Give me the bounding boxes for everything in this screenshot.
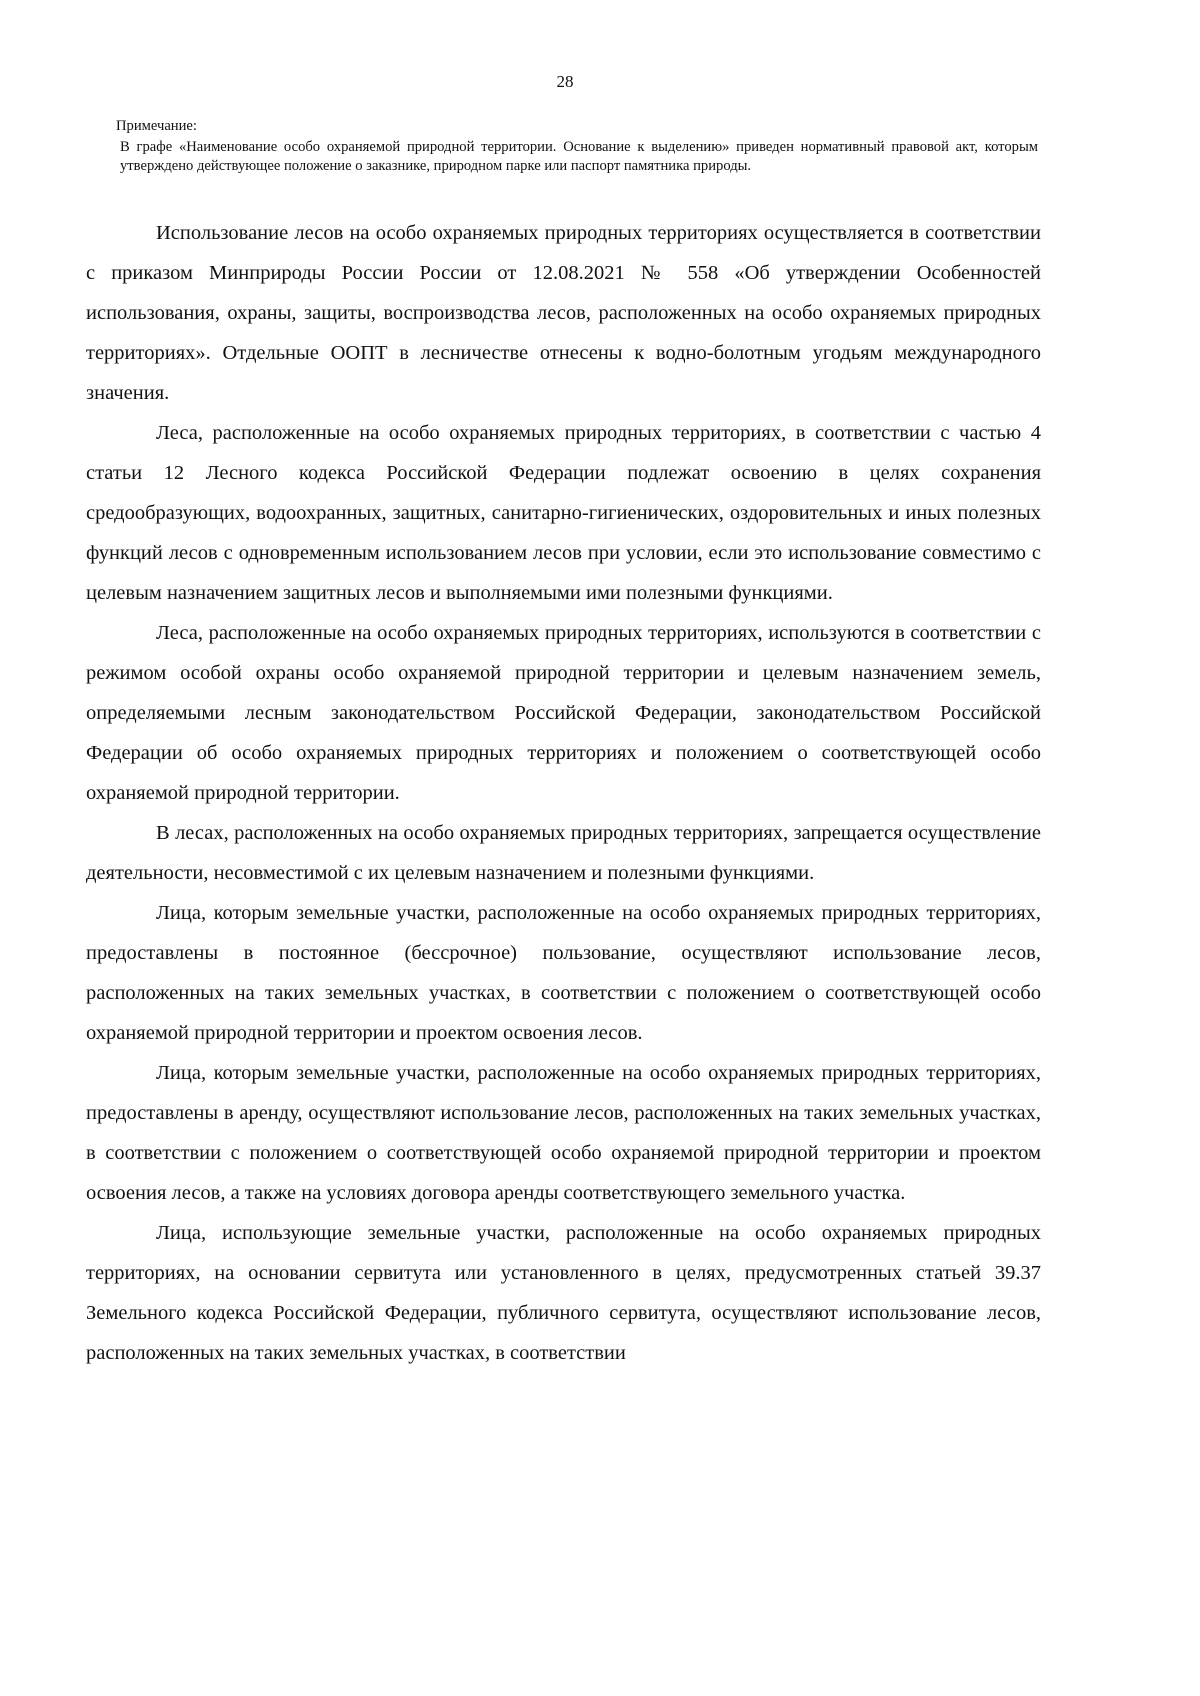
body-text bbox=[86, 213, 1041, 1373]
paragraph: Использование лесов на особо охраняемых природных территориях осуществляется в соответствии с приказом Минприроды России России от 12.08.2021 № 558 «Об утверждении Особенностей использования, охраны, защиты, воспроизводства лесов, расположенных на особо охраняемых природных территориях». Отдельные ООПТ в лесничестве отнесены к водно-болотным угодьям международного значения. bbox=[86, 222, 1041, 404]
paragraph: Лица, использующие земельные участки, расположенные на особо охраняемых природных территориях, на основании сервитута или установленного в целях, предусмотренных статьей 39.37 Земельного кодекса Российской Федерации, публичного сервитута, осуществляют использование лесов, расположенных на таких земельных участках, в соответствии bbox=[86, 1222, 1041, 1364]
footnote bbox=[116, 117, 1038, 176]
paragraph: Леса, расположенные на особо охраняемых природных территориях, используются в соответствии с режимом особой охраны особо охраняемой природной территории и целевым назначением земель, определяемыми лесным законодательством Российской Федерации, законодательством Российской Федерации об особо охраняемых природных территориях и положением о соответствующей особо охраняемой природной территории. bbox=[86, 622, 1041, 804]
footnote-title: Примечание: bbox=[116, 118, 197, 134]
paragraph: Леса, расположенные на особо охраняемых природных территориях, в соответствии с частью 4 статьи 12 Лесного кодекса Российской Федерации подлежат освоению в целях сохранения средообразующих, водоохранных, защитных, санитарно-гигиенических, оздоровительных и иных полезных функций лесов с одновременным использованием лесов при условии, если это использование совместимо с целевым назначением защитных лесов и выполняемыми ими полезными функциями. bbox=[86, 422, 1041, 604]
paragraph: Лица, которым земельные участки, расположенные на особо охраняемых природных территориях, предоставлены в постоянное (бессрочное) пользование, осуществляют использование лесов, расположенных на таких земельных участках, в соответствии с положением о соответствующей особо охраняемой природной территории и проектом освоения лесов. bbox=[86, 902, 1041, 1044]
paragraph: Лица, которым земельные участки, расположенные на особо охраняемых природных территориях, предоставлены в аренду, осуществляют использование лесов, расположенных на таких земельных участках, в соответствии с положением о соответствующей особо охраняемой природной территории и проектом освоения лесов, а также на условиях договора аренды соответствующего земельного участка. bbox=[86, 1062, 1041, 1204]
footnote-text: В графе «Наименование особо охраняемой природной территории. Основание к выделению» приведен нормативный правовой акт, которым утверждено действующее положение о заказнике, природном парке или паспорт памятника природы. bbox=[120, 139, 1038, 174]
paragraph: В лесах, расположенных на особо охраняемых природных территориях, запрещается осуществление деятельности, несовместимой с их целевым назначением и полезными функциями. bbox=[86, 822, 1041, 884]
page-number: 28 bbox=[556, 72, 574, 91]
